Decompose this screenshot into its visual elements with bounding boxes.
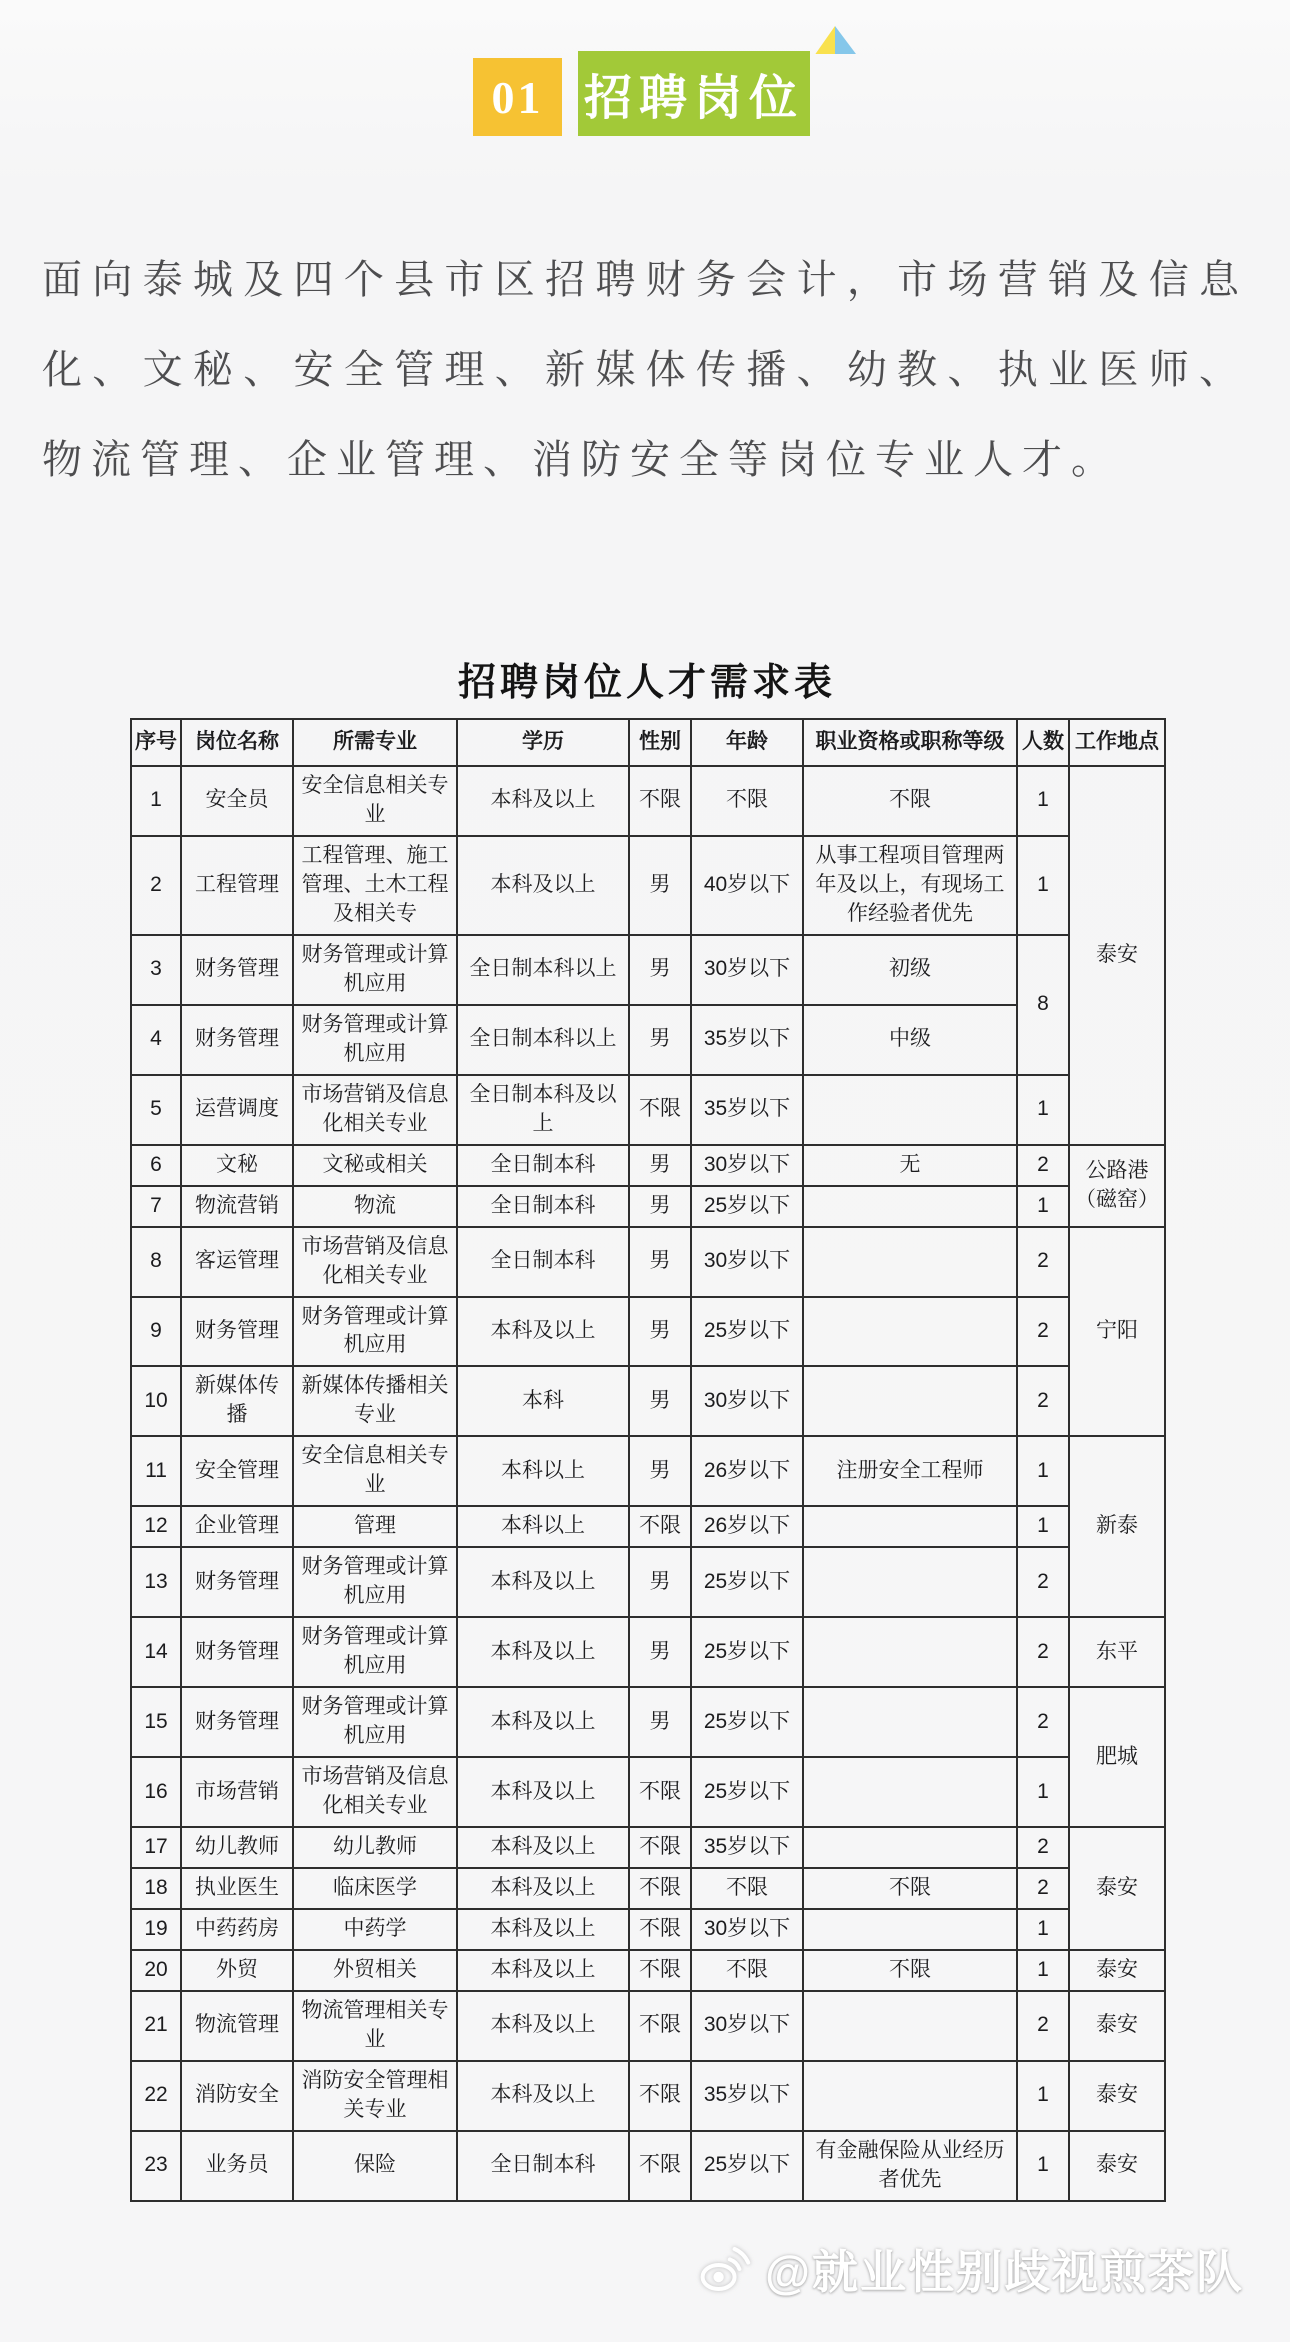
column-header: 职业资格或职称等级 — [803, 719, 1017, 766]
table-cell: 25岁以下 — [691, 1297, 803, 1367]
table-cell: 1 — [1017, 1909, 1069, 1950]
table-cell: 新泰 — [1069, 1436, 1165, 1617]
table-cell: 10 — [131, 1366, 181, 1436]
table-row — [131, 1436, 1165, 1506]
table-cell: 泰安 — [1069, 1950, 1165, 1991]
column-header: 性别 — [629, 719, 691, 766]
table-cell: 1 — [1017, 2131, 1069, 2201]
table-cell: 1 — [1017, 2061, 1069, 2131]
table-cell: 中级 — [803, 1005, 1017, 1075]
table-row — [131, 1991, 1165, 2061]
table-row — [131, 1950, 1165, 1991]
table-cell: 男 — [629, 1186, 691, 1227]
section-badge — [473, 51, 810, 137]
table-cell: 不限 — [629, 2131, 691, 2201]
table-cell: 财务管理或计算机应用 — [293, 1547, 457, 1617]
table-cell: 16 — [131, 1757, 181, 1827]
table-cell: 11 — [131, 1436, 181, 1506]
table-cell: 泰安 — [1069, 2131, 1165, 2201]
table-cell: 泰安 — [1069, 1991, 1165, 2061]
table-cell: 文秘或相关 — [293, 1145, 457, 1186]
table-cell: 1 — [1017, 836, 1069, 935]
column-header: 学历 — [457, 719, 629, 766]
table-cell: 30岁以下 — [691, 1227, 803, 1297]
table-cell: 18 — [131, 1868, 181, 1909]
table-cell: 13 — [131, 1547, 181, 1617]
table-cell: 公路港（磁窑） — [1069, 1145, 1165, 1227]
table-cell: 新媒体传播相关专业 — [293, 1366, 457, 1436]
table-cell: 2 — [1017, 1868, 1069, 1909]
table-cell: 财务管理或计算机应用 — [293, 1617, 457, 1687]
table-cell: 财务管理或计算机应用 — [293, 1297, 457, 1367]
table-cell: 无 — [803, 1145, 1017, 1186]
table-cell: 不限 — [629, 1909, 691, 1950]
table-cell: 2 — [1017, 1827, 1069, 1868]
table-cell: 全日制本科以上 — [457, 935, 629, 1005]
table-cell: 市场营销及信息化相关专业 — [293, 1075, 457, 1145]
table-cell: 30岁以下 — [691, 1909, 803, 1950]
table-cell — [803, 1827, 1017, 1868]
table-cell: 不限 — [629, 1991, 691, 2061]
watermark — [0, 2236, 1244, 2302]
table-cell: 工程管理 — [181, 836, 293, 935]
table-cell: 市场营销及信息化相关专业 — [293, 1227, 457, 1297]
table-cell: 全日制本科 — [457, 2131, 629, 2201]
table-cell: 宁阳 — [1069, 1227, 1165, 1437]
table-cell: 财务管理 — [181, 1297, 293, 1367]
table-cell: 本科及以上 — [457, 1827, 629, 1868]
corner-triangle-icon — [814, 24, 856, 56]
table-cell: 市场营销 — [181, 1757, 293, 1827]
section-number-box — [473, 58, 562, 136]
table-cell: 幼儿教师 — [181, 1827, 293, 1868]
table-cell: 不限 — [629, 1506, 691, 1547]
table-cell — [803, 1366, 1017, 1436]
section-number: 01 — [491, 71, 544, 123]
table-cell: 安全管理 — [181, 1436, 293, 1506]
table-cell: 全日制本科 — [457, 1145, 629, 1186]
table-cell: 安全信息相关专业 — [293, 1436, 457, 1506]
column-header: 年龄 — [691, 719, 803, 766]
table-cell: 8 — [131, 1227, 181, 1297]
table-cell: 不限 — [691, 1868, 803, 1909]
table-cell: 泰安 — [1069, 2061, 1165, 2131]
table-cell: 本科及以上 — [457, 1950, 629, 1991]
table-cell: 物流管理相关专业 — [293, 1991, 457, 2061]
table-cell: 男 — [629, 1617, 691, 1687]
table-cell: 不限 — [691, 766, 803, 836]
table-cell: 本科及以上 — [457, 1547, 629, 1617]
table-cell — [803, 1687, 1017, 1757]
table-cell: 保险 — [293, 2131, 457, 2201]
table-cell: 1 — [1017, 1436, 1069, 1506]
table-cell: 有金融保险从业经历者优先 — [803, 2131, 1017, 2201]
column-header: 序号 — [131, 719, 181, 766]
table-row — [131, 1186, 1165, 1227]
table-cell: 运营调度 — [181, 1075, 293, 1145]
table-row — [131, 1757, 1165, 1827]
table-cell: 1 — [131, 766, 181, 836]
table-cell: 本科及以上 — [457, 1991, 629, 2061]
table-cell: 1 — [1017, 1950, 1069, 1991]
table-cell: 初级 — [803, 935, 1017, 1005]
table-cell: 不限 — [629, 766, 691, 836]
table-row — [131, 1868, 1165, 1909]
table-cell: 全日制本科 — [457, 1227, 629, 1297]
table-cell: 全日制本科 — [457, 1186, 629, 1227]
column-header: 人数 — [1017, 719, 1069, 766]
table-cell: 2 — [1017, 1366, 1069, 1436]
table-cell: 15 — [131, 1687, 181, 1757]
table-cell: 物流营销 — [181, 1186, 293, 1227]
table-cell: 男 — [629, 1227, 691, 1297]
table-cell: 东平 — [1069, 1617, 1165, 1687]
table-cell: 8 — [1017, 935, 1069, 1075]
table-row — [131, 2061, 1165, 2131]
table-cell: 25岁以下 — [691, 1186, 803, 1227]
table-cell: 临床医学 — [293, 1868, 457, 1909]
table-cell — [803, 1617, 1017, 1687]
table-cell: 财务管理 — [181, 1547, 293, 1617]
table-cell: 消防安全管理相关专业 — [293, 2061, 457, 2131]
table-cell: 2 — [1017, 1687, 1069, 1757]
table-row — [131, 935, 1165, 1005]
table-cell — [803, 1991, 1017, 2061]
table-cell: 新媒体传播 — [181, 1366, 293, 1436]
table-cell: 1 — [1017, 766, 1069, 836]
table-cell: 本科及以上 — [457, 2061, 629, 2131]
table-cell: 22 — [131, 2061, 181, 2131]
table-cell: 外贸相关 — [293, 1950, 457, 1991]
table-cell: 20 — [131, 1950, 181, 1991]
table-cell: 财务管理 — [181, 1005, 293, 1075]
table-cell: 25岁以下 — [691, 1757, 803, 1827]
table-cell: 35岁以下 — [691, 1827, 803, 1868]
table-cell: 5 — [131, 1075, 181, 1145]
table-cell: 不限 — [629, 1950, 691, 1991]
table-cell: 4 — [131, 1005, 181, 1075]
table-cell: 男 — [629, 935, 691, 1005]
table-cell: 中药学 — [293, 1909, 457, 1950]
table-cell: 30岁以下 — [691, 1145, 803, 1186]
table-cell: 26岁以下 — [691, 1506, 803, 1547]
table-row — [131, 2131, 1165, 2201]
table-cell: 23 — [131, 2131, 181, 2201]
table-cell: 安全员 — [181, 766, 293, 836]
table-cell: 业务员 — [181, 2131, 293, 2201]
table-cell: 财务管理或计算机应用 — [293, 1005, 457, 1075]
table-cell: 25岁以下 — [691, 1617, 803, 1687]
table-cell: 消防安全 — [181, 2061, 293, 2131]
table-cell: 3 — [131, 935, 181, 1005]
table-row — [131, 836, 1165, 935]
table-cell: 6 — [131, 1145, 181, 1186]
section-title: 招聘岗位 — [583, 72, 804, 125]
table-cell — [803, 1297, 1017, 1367]
table-cell: 财务管理或计算机应用 — [293, 935, 457, 1005]
table-cell: 不限 — [629, 1827, 691, 1868]
table-title: 招聘岗位人才需求表 — [457, 662, 836, 704]
table-cell: 12 — [131, 1506, 181, 1547]
table-cell — [803, 1909, 1017, 1950]
table-cell: 财务管理 — [181, 935, 293, 1005]
table-cell — [803, 1227, 1017, 1297]
table-cell: 中药药房 — [181, 1909, 293, 1950]
table-cell: 2 — [1017, 1617, 1069, 1687]
table-cell: 2 — [131, 836, 181, 935]
table-cell: 35岁以下 — [691, 2061, 803, 2131]
weibo-icon — [699, 2245, 751, 2293]
table-cell — [803, 2061, 1017, 2131]
table-cell: 本科及以上 — [457, 1617, 629, 1687]
table-cell: 财务管理 — [181, 1687, 293, 1757]
table-cell: 本科及以上 — [457, 766, 629, 836]
table-cell: 本科及以上 — [457, 1868, 629, 1909]
table-cell: 不限 — [629, 2061, 691, 2131]
table-cell: 本科 — [457, 1366, 629, 1436]
table-cell: 从事工程项目管理两年及以上，有现场工作经验者优先 — [803, 836, 1017, 935]
table-cell: 市场营销及信息化相关专业 — [293, 1757, 457, 1827]
intro-paragraph: 面向泰城及四个县市区招聘财务会计，市场营销及信息化、文秘、安全管理、新媒体传播、幼教、执业医师、物流管理、企业管理、消防安全等岗位专业人才。 — [42, 258, 1248, 482]
watermark-handle: @就业性别歧视煎茶队 — [765, 2245, 1244, 2298]
table-cell: 男 — [629, 1436, 691, 1506]
table-cell: 注册安全工程师 — [803, 1436, 1017, 1506]
table-cell — [803, 1075, 1017, 1145]
table-cell: 工程管理、施工管理、土木工程及相关专 — [293, 836, 457, 935]
table-cell — [803, 1547, 1017, 1617]
table-row — [131, 1005, 1165, 1075]
table-cell: 全日制本科以上 — [457, 1005, 629, 1075]
table-cell: 财务管理 — [181, 1617, 293, 1687]
table-row — [131, 1687, 1165, 1757]
table-cell: 物流 — [293, 1186, 457, 1227]
table-cell: 35岁以下 — [691, 1005, 803, 1075]
column-header: 岗位名称 — [181, 719, 293, 766]
table-cell: 本科及以上 — [457, 1687, 629, 1757]
table-row — [131, 1366, 1165, 1436]
table-cell: 25岁以下 — [691, 1547, 803, 1617]
table-row — [131, 1506, 1165, 1547]
table-cell: 肥城 — [1069, 1687, 1165, 1827]
table-cell: 外贸 — [181, 1950, 293, 1991]
table-cell: 21 — [131, 1991, 181, 2061]
table-cell: 本科及以上 — [457, 1297, 629, 1367]
table-cell: 幼儿教师 — [293, 1827, 457, 1868]
table-cell: 9 — [131, 1297, 181, 1367]
table-cell: 2 — [1017, 1145, 1069, 1186]
table-cell: 物流管理 — [181, 1991, 293, 2061]
table-cell: 本科及以上 — [457, 1757, 629, 1827]
table-cell: 本科以上 — [457, 1436, 629, 1506]
table-cell: 男 — [629, 1005, 691, 1075]
table-cell: 17 — [131, 1827, 181, 1868]
table-cell: 企业管理 — [181, 1506, 293, 1547]
table-cell: 本科以上 — [457, 1506, 629, 1547]
table-cell: 不限 — [629, 1757, 691, 1827]
table-cell: 不限 — [691, 1950, 803, 1991]
table-cell: 男 — [629, 1297, 691, 1367]
column-header: 工作地点 — [1069, 719, 1165, 766]
table-row — [131, 1547, 1165, 1617]
table-cell: 2 — [1017, 1227, 1069, 1297]
table-cell: 不限 — [629, 1075, 691, 1145]
table-cell: 2 — [1017, 1297, 1069, 1367]
recruitment-table — [130, 718, 1166, 2202]
table-cell — [803, 1757, 1017, 1827]
table-cell: 全日制本科及以上 — [457, 1075, 629, 1145]
table-cell — [803, 1506, 1017, 1547]
table-cell: 7 — [131, 1186, 181, 1227]
table-cell: 1 — [1017, 1075, 1069, 1145]
table-cell: 文秘 — [181, 1145, 293, 1186]
table-cell: 安全信息相关专业 — [293, 766, 457, 836]
table-cell: 执业医生 — [181, 1868, 293, 1909]
table-cell: 不限 — [803, 766, 1017, 836]
table-cell: 客运管理 — [181, 1227, 293, 1297]
table-cell: 30岁以下 — [691, 1991, 803, 2061]
table-cell: 40岁以下 — [691, 836, 803, 935]
table-row — [131, 1145, 1165, 1186]
table-cell: 35岁以下 — [691, 1075, 803, 1145]
table-cell: 男 — [629, 1145, 691, 1186]
table-cell: 2 — [1017, 1547, 1069, 1617]
table-cell — [803, 1186, 1017, 1227]
table-cell: 30岁以下 — [691, 1366, 803, 1436]
table-row — [131, 1227, 1165, 1297]
table-row — [131, 1617, 1165, 1687]
table-cell: 本科及以上 — [457, 836, 629, 935]
table-cell: 不限 — [629, 1868, 691, 1909]
table-cell: 不限 — [803, 1950, 1017, 1991]
table-cell: 本科及以上 — [457, 1909, 629, 1950]
table-cell: 25岁以下 — [691, 2131, 803, 2201]
table-cell: 泰安 — [1069, 766, 1165, 1145]
table-cell: 男 — [629, 1366, 691, 1436]
table-cell: 1 — [1017, 1186, 1069, 1227]
table-row — [131, 766, 1165, 836]
table-cell: 19 — [131, 1909, 181, 1950]
table-cell: 2 — [1017, 1991, 1069, 2061]
table-cell: 男 — [629, 1687, 691, 1757]
table-row — [131, 1297, 1165, 1367]
table-cell: 泰安 — [1069, 1827, 1165, 1950]
table-cell: 财务管理或计算机应用 — [293, 1687, 457, 1757]
table-cell: 30岁以下 — [691, 935, 803, 1005]
table-cell: 14 — [131, 1617, 181, 1687]
table-cell: 25岁以下 — [691, 1687, 803, 1757]
table-row — [131, 1827, 1165, 1868]
table-cell: 男 — [629, 836, 691, 935]
section-title-box — [578, 51, 810, 136]
table-cell: 1 — [1017, 1757, 1069, 1827]
table-cell: 管理 — [293, 1506, 457, 1547]
table-cell: 不限 — [803, 1868, 1017, 1909]
table-cell: 26岁以下 — [691, 1436, 803, 1506]
table-cell: 男 — [629, 1547, 691, 1617]
table-row — [131, 1075, 1165, 1145]
table-header-row — [131, 719, 1165, 766]
table-row — [131, 1909, 1165, 1950]
table-cell: 1 — [1017, 1506, 1069, 1547]
column-header: 所需专业 — [293, 719, 457, 766]
